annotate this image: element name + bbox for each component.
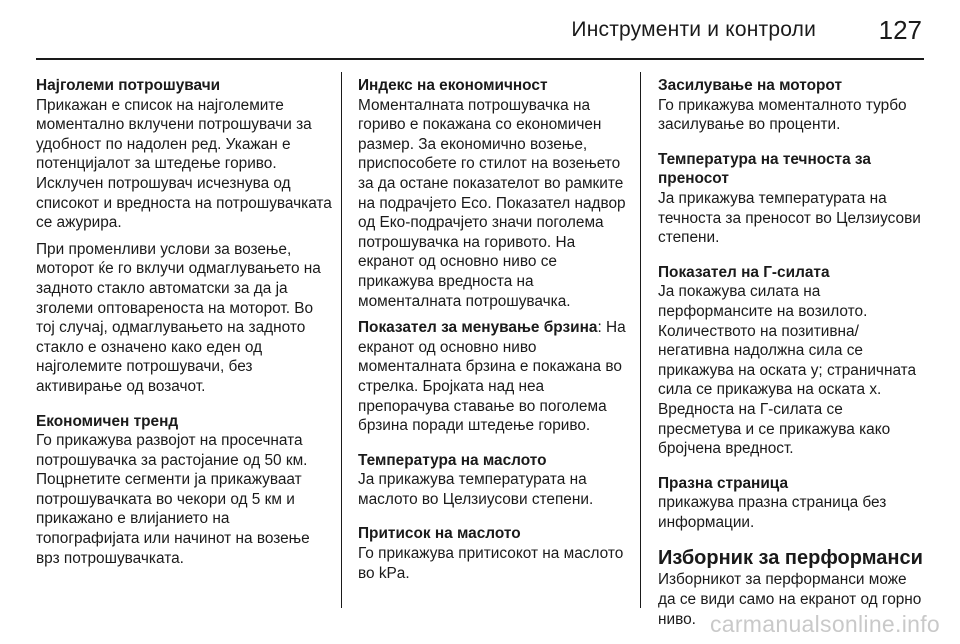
- section-oil-temperature: [358, 451, 634, 510]
- inline-text: : На екранот од основно ниво моменталната брзина е покажана во стрелка. Бројката над неа препорачува ставање во поголема брзина поради штедење гориво.: [358, 319, 626, 435]
- section-heading-large: Изборник за перформанси: [658, 547, 923, 570]
- paragraph: Изборникот за перформанси може да се види само на екранот од горно ниво.: [658, 571, 922, 628]
- paragraph: Моменталната потрошувачка на гориво е покажана со економичен размер. За економично возење, приспособете го стилот на возењето за да остане показателот во рамките на подрачјето Eco. Показател надвор од Еко-подрачјето значи поголема потрошувачка на горивото. На екранот од основно ниво се прикажува вредноста на моменталната потрошувачка.: [358, 96, 626, 310]
- column-2: [358, 76, 634, 598]
- section-heading: Показател на Г-силата: [658, 263, 830, 281]
- section-oil-pressure: [358, 524, 634, 583]
- paragraph: Го прикажува притисокот на маслото во kPa.: [358, 545, 624, 582]
- section-economy-index: [358, 76, 634, 436]
- section-heading: Празна страница: [658, 474, 789, 492]
- page-number: 127: [878, 15, 922, 45]
- section-largest-consumers: [36, 76, 334, 397]
- section-g-force-indicator: [658, 263, 928, 459]
- inline-heading: Показател за менување брзина: [358, 319, 598, 337]
- section-heading: Економичен тренд: [36, 412, 179, 430]
- section-heading: Температура на течноста за преносот: [658, 150, 871, 188]
- paragraph-shift-indicator: [358, 318, 634, 436]
- paragraph: прикажува празна страница без информации.: [658, 494, 887, 531]
- paragraph: Го прикажува развојот на просечната потрошувачка за растојание од 50 км. Поцрнетите сегменти ја прикажуваат потрошувачката во чекори од 5 км и прикажано е влијанието на топографијата или начинот на возење врз потрошувачката.: [36, 432, 310, 567]
- paragraph: Го прикажува моменталното турбо засилување во проценти.: [658, 96, 907, 134]
- paragraph: Прикажан е список на најголемите моментално вклучени потрошувачи за удобност по надолен ред. Укажан е потенцијалот за штедење гориво. Исклучен потрошувач исчезнува од списокот и вредноста на потрошувачката се ажурира.: [36, 96, 332, 232]
- section-heading: Индекс на економичност: [358, 77, 548, 94]
- section-heading: Најголеми потрошувачи: [36, 77, 221, 94]
- section-engine-boost: [658, 76, 928, 135]
- watermark-text: carmanualsonline.info: [709, 611, 940, 637]
- column-divider: [640, 72, 641, 608]
- column-1: [36, 76, 334, 583]
- column-3: [658, 76, 928, 644]
- section-heading: Засилување на моторот: [658, 77, 842, 94]
- page-header: [36, 0, 924, 60]
- paragraph: Ја прикажува температурата на течноста за преносот во Целзиусови степени.: [658, 189, 921, 247]
- section-heading: Притисок на маслото: [358, 525, 521, 543]
- section-heading: Температура на маслото: [358, 451, 547, 469]
- section-blank-page: [658, 474, 928, 533]
- paragraph: Ја прикажува температурата на маслото во Целзиусови степени.: [358, 471, 594, 508]
- header-title: Инструменти и контроли: [571, 18, 816, 41]
- paragraph: При променливи услови за возење, моторот ќе го вклучи одмаглувањето на задното стакло автоматски за да ја зголеми оптовареноста на моторот. Во тој случај, одмаглувањето на задното стакло е означено како еден од најголемите потрошувачи, без активирање од возачот.: [36, 240, 321, 395]
- section-transmission-fluid-temperature: [658, 150, 928, 248]
- paragraph: Ја покажува силата на перформансите на возилото. Количеството на позитивна/ негативна надолжна сила се прикажува на оската y; страничната сила се прикажува на оската x. Вредноста на Г-силата се пресметува и се прикажува како бројчена вредност.: [658, 283, 917, 458]
- column-divider: [341, 72, 342, 608]
- section-economy-trend: [36, 412, 334, 569]
